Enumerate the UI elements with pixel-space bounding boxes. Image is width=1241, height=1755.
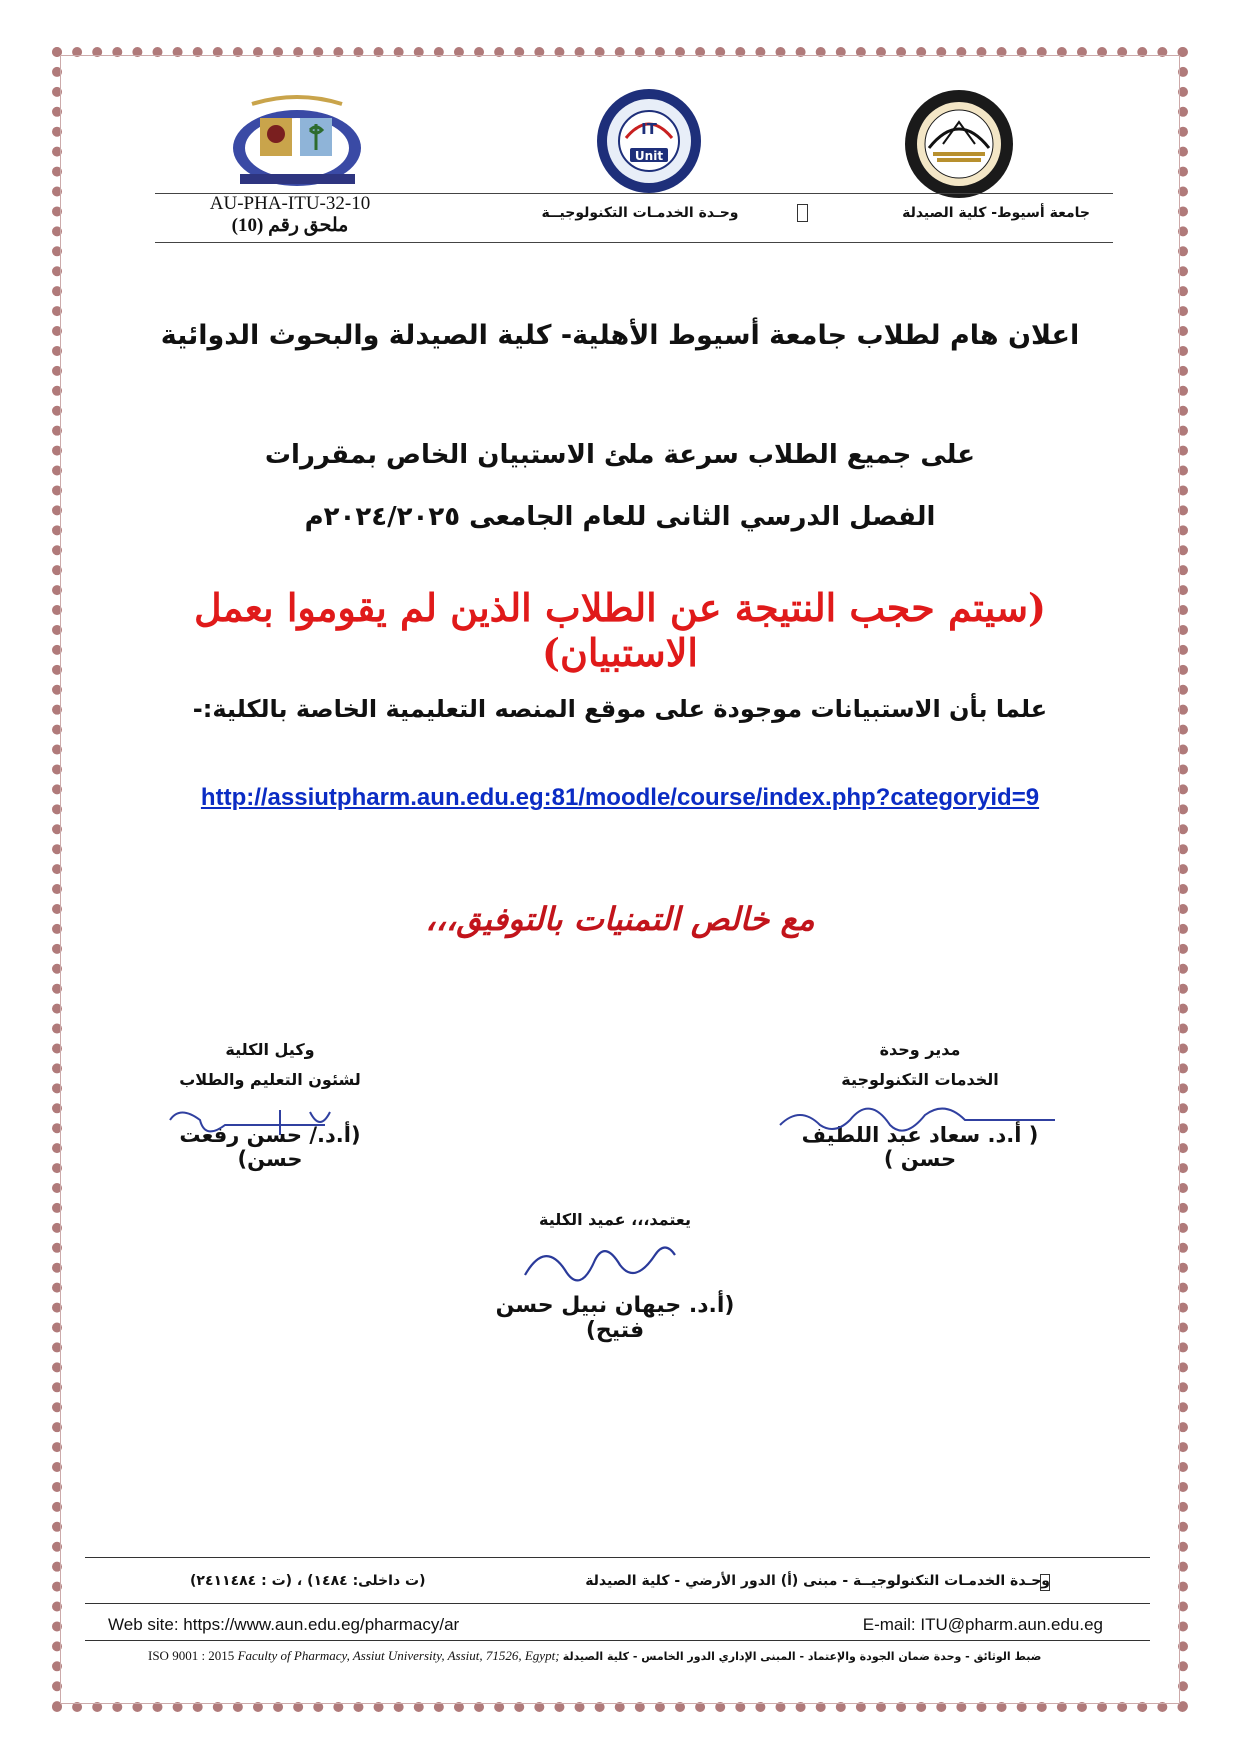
result-withholding-warning: (سيتم حجب النتيجة عن الطلاب الذين لم يقوموا بعمل الاستبيان) [193,585,1047,675]
footer-bottom-line [85,1640,1150,1641]
signatory-name: ( أ.د. سعاد عبد اللطيف حسن ) [801,1123,1039,1171]
signature-title: يعتمد،،، عميد الكلية [539,1210,691,1229]
signature-title: الخدمات التكنولوجية [841,1070,999,1089]
announcement-title: اعلان هام لطلاب جامعة أسيوط الأهلية- كلية الصيدلة والبحوث الدوائية [160,320,1080,351]
iso-standard: ISO 9001 : 2015 [148,1648,235,1663]
footer-email[interactable]: E-mail: ITU@pharm.aun.edu.eg [862,1615,1103,1634]
it-unit-logo [596,88,702,194]
header-placeholder-box [797,204,808,222]
faculty-address-en: Faculty of Pharmacy, Assiut University, Assiut, 71526, Egypt; [237,1648,560,1663]
announcement-line-2: الفصل الدرسي الثانى للعام الجامعى ٢٠٢٤/٢٠٢٥م [304,502,936,532]
footer-website[interactable]: Web site: https://www.aun.edu.eg/pharmacy/ar [108,1615,460,1634]
footer-top-line [85,1557,1150,1558]
questionnaire-location-note: علما بأن الاستبيانات موجودة على موقع المنصه التعليمية الخاصة بالكلية:- [192,695,1048,723]
announcement-line-1: على جميع الطلاب سرعة ملئ الاستبيان الخاص بمقررات [264,440,976,470]
document-code: AU-PHA-ITU-32-10 [209,193,371,214]
signature-title: وكيل الكلية [225,1040,315,1059]
signature-title: لشئون التعليم والطلاب [179,1070,361,1089]
footer-address: وحـدة الخدمـات التكنولوجيــة - مبنى (أ) الدور الأرضي - كلية الصيدلة [585,1573,1050,1589]
closing-wishes: مع خالص التمنيات بالتوفيق،،، [425,900,815,938]
signatory-name: (أ.د./ حسن رفعت حسن) [179,1123,361,1171]
it-unit-logo-bottom: Unit [634,149,664,163]
it-unit-logo-top: IT [641,120,657,138]
inner-border [60,55,1180,1704]
signatory-name: (أ.د. جيهان نبيل حسن فتيح) [495,1293,735,1343]
document-control-note: ضبط الوثائق - وحدة ضمان الجودة والإعتماد - المبنى الإداري الدور الخامس - كلية الصيدلة [562,1650,1042,1663]
document-code-block [195,193,385,237]
handwritten-signature-dean [505,1235,705,1295]
handwritten-signature-left [160,1100,380,1150]
signature-title: مدير وحدة [879,1040,961,1059]
university-seal-icon [903,88,1015,200]
handwritten-signature-right [770,1085,1070,1145]
pharmacy-logo-icon [230,90,365,190]
header-unit-name: وحـدة الخدمـات التكنولوجيــة [541,205,739,221]
it-unit-emblem-icon [596,88,702,194]
footer-iso-line [148,1648,1098,1664]
header-faculty-name: جامعة أسيوط- كلية الصيدلة [902,205,1090,221]
footer-phone: (ت داخلى: ١٤٨٤) ، (ت : ٢٤١١٤٨٤) [190,1573,426,1589]
moodle-course-link[interactable]: http://assiutpharm.aun.edu.eg:81/moodle/course/index.php?categoryid=9 [200,784,1040,811]
annex-number: ملحق رقم (10) [231,215,349,236]
footer-middle-line [85,1603,1150,1604]
header-bottom-line [155,242,1113,243]
